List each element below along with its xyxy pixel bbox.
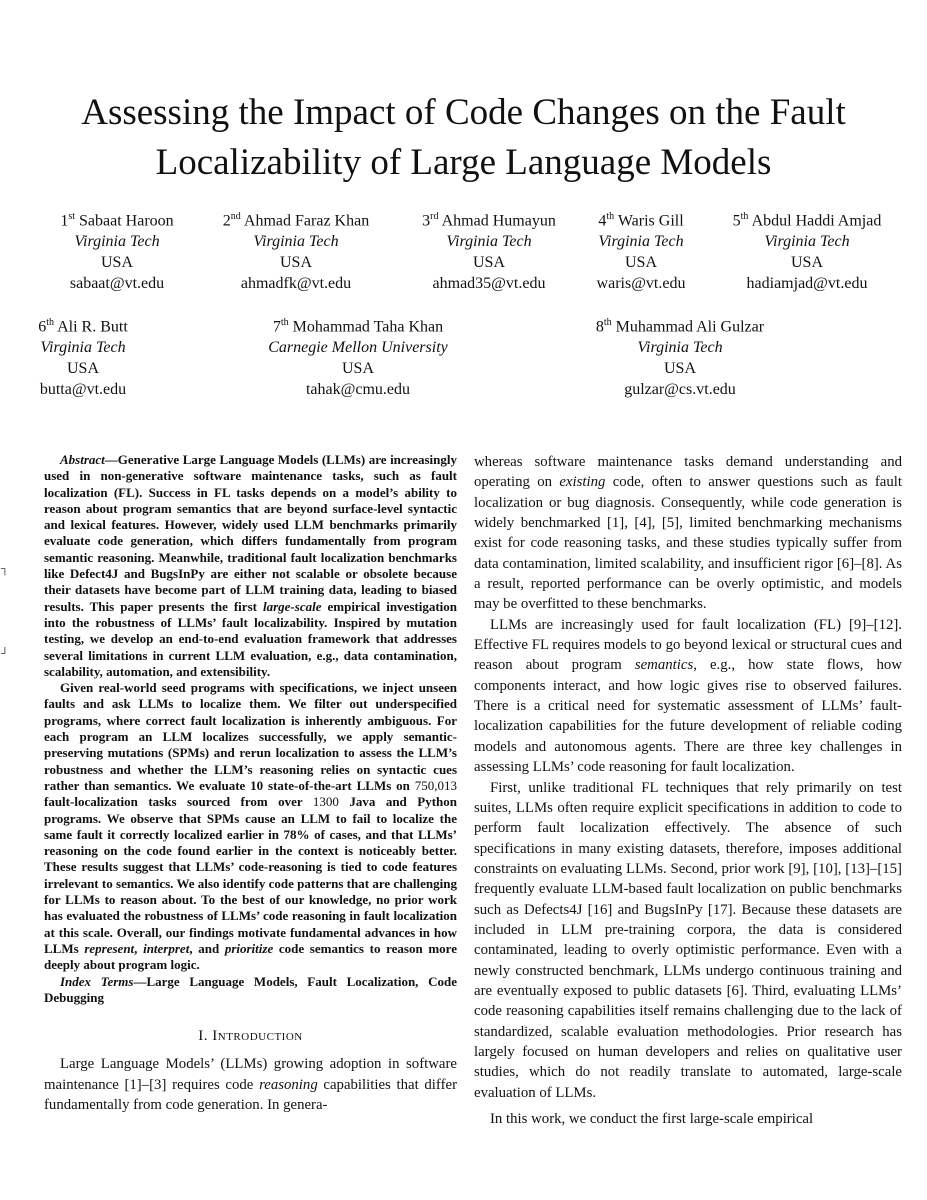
author-block (570, 312, 790, 400)
author-affiliation: Virginia Tech (598, 233, 684, 251)
author-block (578, 206, 704, 294)
author-email: ahmadfk@vt.edu (240, 275, 352, 293)
author-country: USA (279, 254, 312, 272)
author-name: 8th Muhammad Ali Gulzar (595, 317, 765, 336)
author-affiliation: Virginia Tech (40, 339, 126, 357)
margin-mark: ┘ (1, 648, 9, 660)
right-column (474, 452, 902, 1129)
author-country: USA (790, 254, 823, 272)
author-block (200, 206, 392, 294)
author-block (400, 206, 578, 294)
index-terms: Index Terms—Large Language Models, Fault Localization, Code Debugging (44, 973, 457, 1005)
body-paragraph: LLMs are increasingly used for fault localization (FL) [9]–[12]. Effective FL requires models to go beyond lexical or structural cues and reason about program semantics, e.g., how state flows, how components interact, and how logic gives rise to observed failures. There is a critical need for systematic assessment of LLMs’ fault-localization capabilities for the future development of reliable coding models and autonomous agents. There are three key challenges in assessing LLMs’ code reasoning for fault localization. (474, 616, 902, 776)
author-affiliation: Virginia Tech (253, 233, 339, 251)
author-name: 4th Waris Gill (598, 211, 684, 230)
author-email: tahak@cmu.edu (305, 381, 411, 399)
author-email: sabaat@vt.edu (69, 275, 165, 293)
intro-paragraph: Large Language Models’ (LLMs) growing adoption in software maintenance [1]–[3] requires code reasoning capabilities that differ fundamentally from code generation. In genera- (44, 1056, 457, 1114)
author-affiliation: Virginia Tech (764, 233, 850, 251)
author-name: 7th Mohammad Taha Khan (272, 317, 444, 336)
margin-mark: ┐ (1, 563, 9, 575)
paper-title (0, 88, 927, 188)
body-paragraph: First, unlike traditional FL techniques that rely primarily on test suites, LLMs often require explicit specifications in addition to code to perform fault localization effectively. The absence of such specifications in many existing datasets, therefore, imposes additional constraints on evaluating LLMs. Second, prior work [9], [10], [13]–[15] frequently evaluate LLM-based fault localization on public benchmarks such as Defects4J [16] and BugsInPy [17]. Because these datasets are included in LLM pre-training corpora, the data is considered contaminated, leading to overly optimistic performance. Even with a newly constructed benchmark, LLMs undergo continuous training and are eventually exposed to public datasets [6]. Third, evaluating LLMs’ code reasoning capabilities itself remains challenging due to the lack of standardized, scalable evaluation methodologies. Prior research has largely focused on human developers and relies on qualitative user studies, which do not readily translate to automated, large-scale evaluation of LLMs. (474, 779, 902, 1101)
abstract-paragraph-2: Given real-world seed programs with specifications, we inject unseen faults and ask LLMs to localize them. We filter out underspecified programs, where correct fault localization is inherently ambiguous. For each program an LLM localizes successfully, we apply semantic-preserving mutations (SPMs) and rerun localization to assess the LLM’s robustness and whether the LLM’s reasoning relies on syntactic cues rather than semantics. We evaluate 10 state-of-the-art LLMs on 750,013 fault-localization tasks sourced from over 1300 Java and Python programs. We observe that SPMs cause an LLM to fail to localize the same fault it correctly localized earlier in 78% of cases, and that LLMs’ reasoning on the code found earlier in the context is noticeably better. These results suggest that LLMs’ code-reasoning is tied to code features irrelevant to semantics. We also identify code patterns that are challenging for LLMs to reason about. To the best of our knowledge, no prior work has evaluated the robustness of LLMs’ code reasoning in fault localization at this scale. Overall, our findings motivate fundamental advances in how LLMs represent, interpret, and prioritize code semantics to reason more deeply about program logic. (44, 680, 457, 973)
author-block (240, 312, 476, 400)
author-email: ahmad35@vt.edu (432, 275, 546, 293)
author-name: 1st Sabaat Haroon (60, 211, 174, 230)
abstract-paragraph-1: Abstract—Generative Large Language Models (LLMs) are increasingly used in non-generative software maintenance tasks, such as fault localization (FL). Success in FL tasks depends on a model’s ability to reason about program semantics that are beyond surface-level syntactic and lexical features. However, widely used LLM benchmarks primarily evaluate code generation, which differs fundamentally from program semantic reasoning. Meanwhile, traditional fault localization benchmarks like Defect4J and BugsInPy are either not scalable or obsolete because their datasets have become part of LLM training data, leading to biased results. This paper presents the first large-scale empirical investigation into the robustness of LLMs’ fault localizability. Inspired by mutation testing, we develop an end-to-end evaluation framework that addresses several limitations in current LLM evaluation, e.g., data contamination, scalability, automation, and extensibility. (44, 452, 457, 679)
author-affiliation: Virginia Tech (446, 233, 532, 251)
author-block (18, 312, 148, 400)
section-heading: I. Introduction (198, 1028, 303, 1045)
left-column (44, 452, 457, 1115)
author-name: 3rd Ahmad Humayun (422, 211, 556, 230)
author-name: 5th Abdul Haddi Amjad (732, 211, 882, 230)
title-line-2: Localizability of Large Language Models (155, 142, 772, 183)
author-affiliation: Virginia Tech (74, 233, 160, 251)
author-country: USA (100, 254, 133, 272)
author-affiliation: Virginia Tech (637, 339, 723, 357)
author-affiliation: Carnegie Mellon University (268, 339, 448, 357)
author-email: butta@vt.edu (39, 381, 127, 399)
author-email: gulzar@cs.vt.edu (624, 381, 736, 399)
title-line-1: Assessing the Impact of Code Changes on the Fault (81, 92, 846, 133)
author-block (712, 206, 902, 294)
body-paragraph: whereas software maintenance tasks demand understanding and operating on existing code, often to answer questions such as fault localization or bug diagnosis. Consequently, while code generation is widely benchmarked [1], [4], [5], limited benchmarking mechanisms exist for code reasoning tasks, and these studies typically suffer from data contamination, limited scalability, and insufficient rigor [6]–[8]. As a result, reported performance can be overly optimistic, and models may be overfitted to these benchmarks. (474, 454, 902, 613)
author-country: USA (663, 360, 696, 378)
author-country: USA (66, 360, 99, 378)
author-name: 2nd Ahmad Faraz Khan (222, 211, 370, 230)
author-country: USA (624, 254, 657, 272)
author-email: waris@vt.edu (596, 275, 686, 293)
author-block (28, 206, 206, 294)
author-name: 6th Ali R. Butt (38, 317, 128, 336)
body-paragraph: In this work, we conduct the first large-scale empirical (490, 1111, 814, 1127)
author-country: USA (341, 360, 374, 378)
author-email: hadiamjad@vt.edu (746, 275, 868, 293)
author-country: USA (472, 254, 505, 272)
